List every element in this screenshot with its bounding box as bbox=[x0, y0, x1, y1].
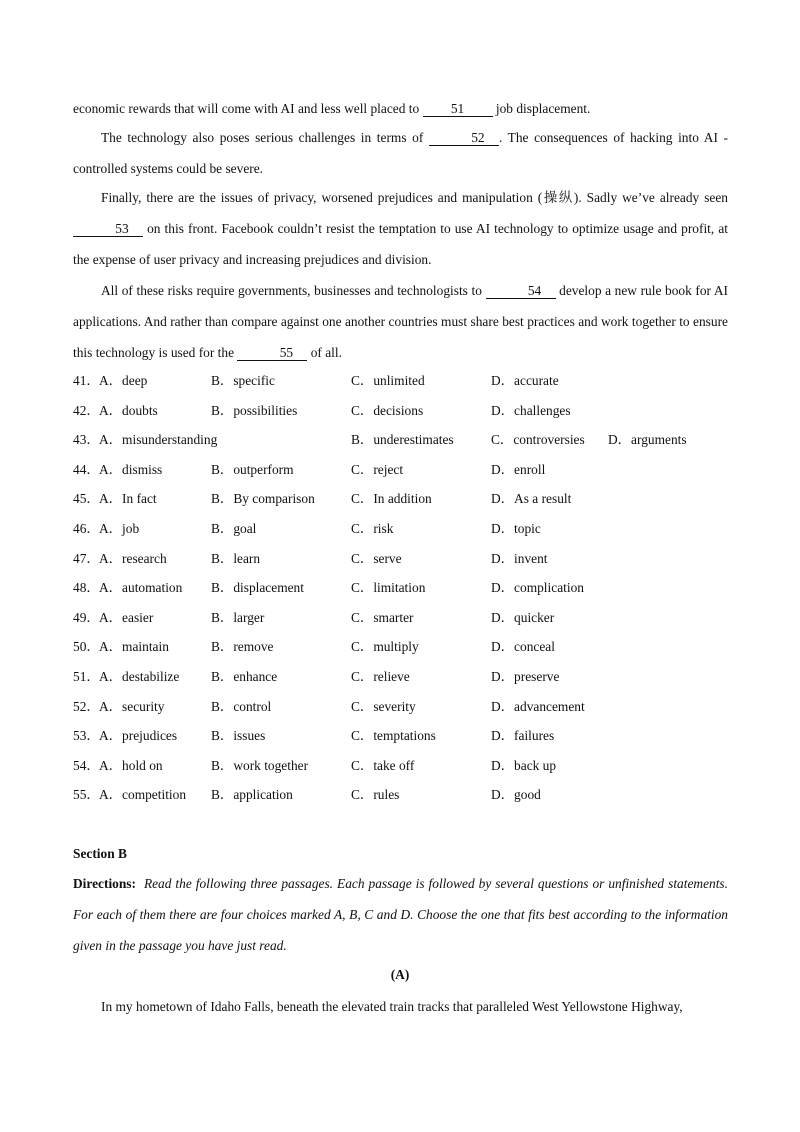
blank-54: 54 bbox=[486, 284, 556, 299]
blank-52: 52 bbox=[429, 131, 499, 146]
option-row: 44． A．dismiss B．outperform C．reject D．enroll bbox=[73, 461, 546, 477]
directions-label: Directions: bbox=[73, 876, 136, 891]
passage-paragraph-3: Finally, there are the issues of privacy, worsened prejudices and manipulation (操纵). Sadly we’ve already seen 53 on this front. Facebook couldn’t resist the temptation to use AI technology to optimize usage and profit, at the expense of user privacy and increasing prejudices and division. bbox=[73, 190, 728, 267]
options-list bbox=[73, 366, 733, 810]
blank-53: 53 bbox=[73, 222, 143, 237]
option-row: 49． A．easier B．larger C．smarter D．quicker bbox=[73, 609, 555, 625]
option-row: 43． A．misunderstanding B．underestimates C．controversies D．arguments bbox=[73, 432, 687, 448]
passage-paragraph-4: All of these risks require governments, businesses and technologists to 54 develop a new rule book for AI applications. And rather than compare against one another countries must share best practices and work together to ensure this technology is used for the 55 of all. bbox=[73, 283, 728, 360]
directions-text: Read the following three passages. Each passage is followed by several questions or unfinished statements. For each of them there are four choices marked A, B, C and D. Choose the one that fits best according to the information given in the passage you have just read. bbox=[73, 876, 728, 953]
passage-label: (A) bbox=[390, 967, 410, 982]
option-row: 47． A．research B．learn C．serve D．invent bbox=[73, 550, 548, 566]
blank-55: 55 bbox=[237, 346, 307, 361]
option-row: 54． A．hold on B．work together C．take off D．back up bbox=[73, 757, 557, 773]
option-row: 55． A．competition B．application C．rules D．good bbox=[73, 787, 541, 803]
option-row: 50． A．maintain B．remove C．multiply D．conceal bbox=[73, 639, 555, 655]
passage-a-start: In my hometown of Idaho Falls, beneath the elevated train tracks that paralleled West Yellowstone Highway, bbox=[101, 999, 683, 1014]
option-row: 51． A．destabilize B．enhance C．relieve D．preserve bbox=[73, 668, 560, 684]
option-row: 48． A．automation B．displacement C．limitation D．complication bbox=[73, 580, 584, 596]
option-row: 46． A．job B．goal C．risk D．topic bbox=[73, 520, 541, 536]
option-row: 53． A．prejudices B．issues C．temptations D．failures bbox=[73, 728, 555, 744]
section-title: Section B bbox=[73, 846, 127, 861]
option-row: 41． A．deep B．specific C．unlimited D．accurate bbox=[73, 373, 559, 388]
passage-paragraph-2: The technology also poses serious challenges in terms of 52 . The consequences of hacking into AI - controlled systems could be severe. bbox=[73, 130, 728, 176]
option-row: 45． A．In fact B．By comparison C．In addition D．As a result bbox=[73, 491, 572, 507]
passage-paragraph-1: economic rewards that will come with AI and less well placed to 51 job displacement. bbox=[73, 101, 591, 116]
option-row: 52． A．security B．control C．severity D．advancement bbox=[73, 698, 585, 714]
option-row: 42． A．doubts B．possibilities C．decisions D．challenges bbox=[73, 402, 571, 418]
directions bbox=[73, 868, 728, 961]
blank-51: 51 bbox=[423, 102, 493, 117]
